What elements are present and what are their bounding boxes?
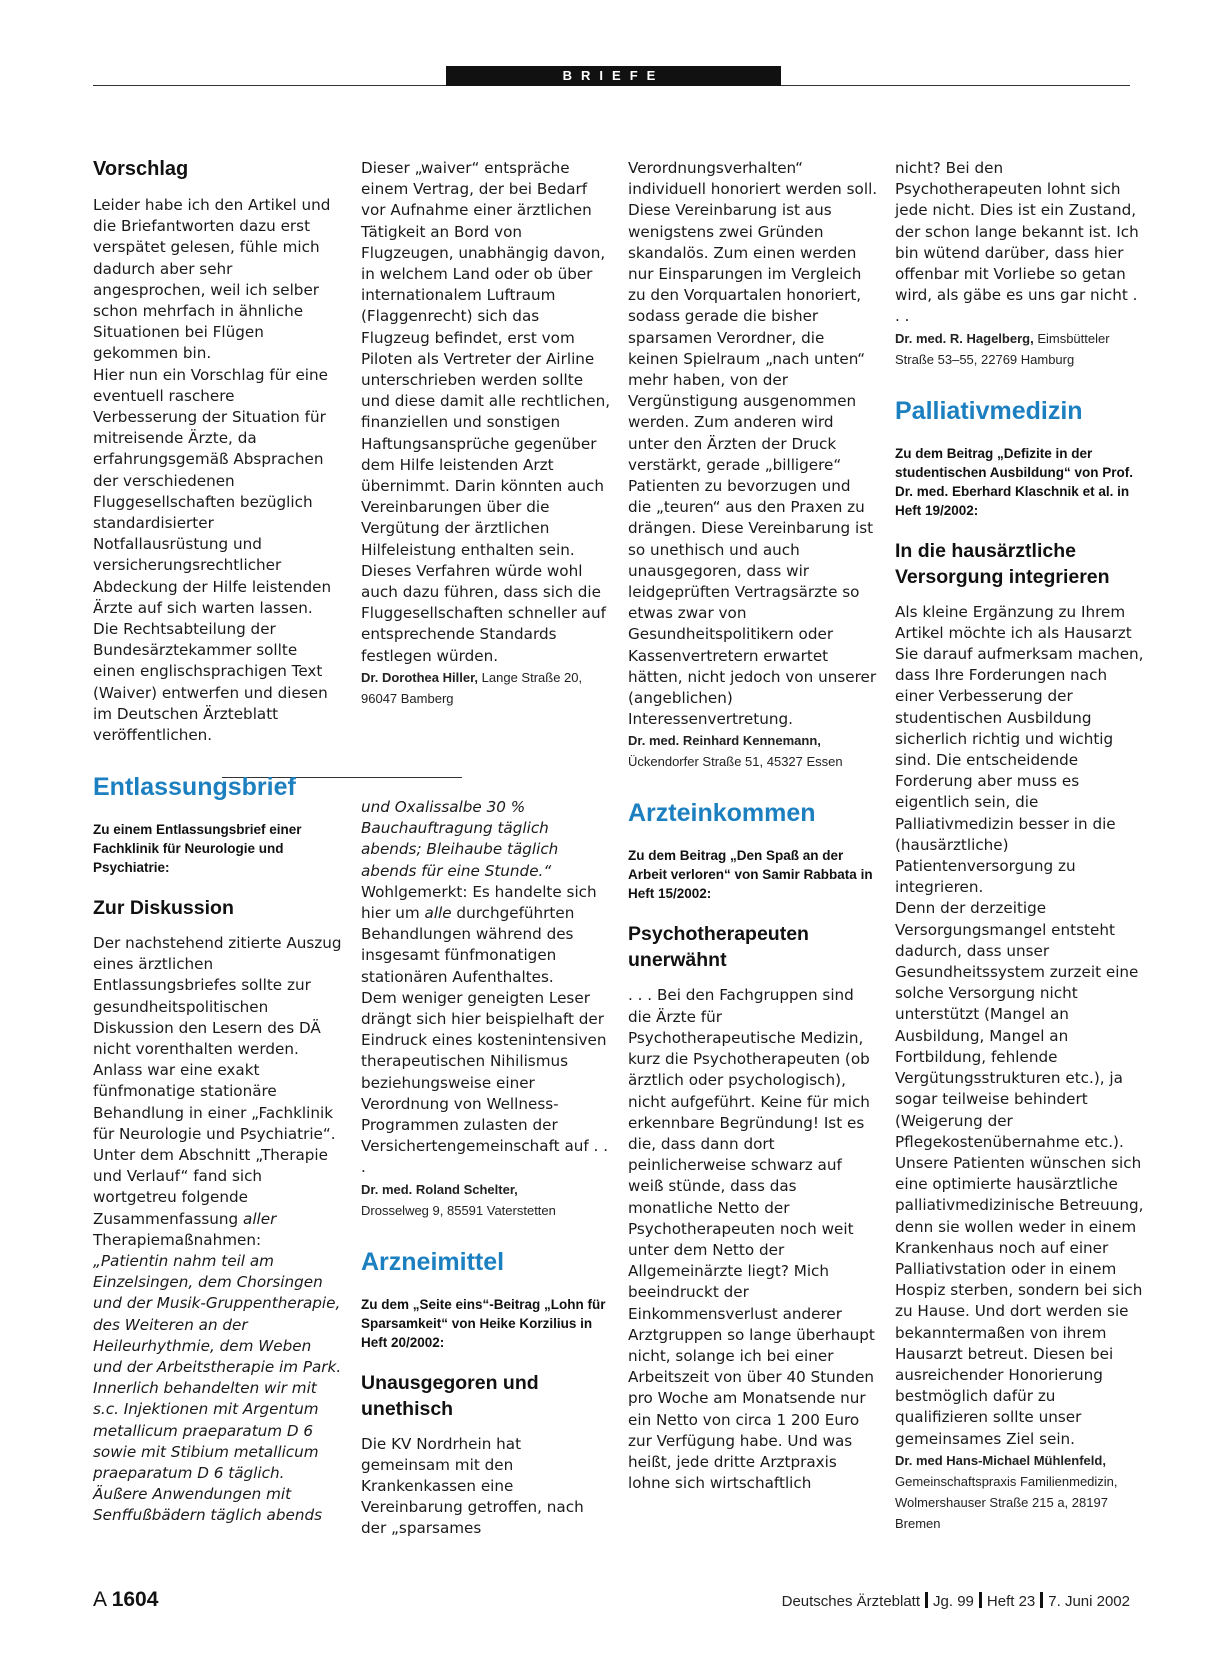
page-number: A 1604 [93, 1588, 159, 1611]
column-2-lower [361, 797, 611, 1540]
paragraph: Dem weniger geneigten Leser drängt sich hier beispielhaft der Eindruck eines kostenintensiven therapeutischen Nihilismus beziehungsweise einer Verordnung von Wellness-Programmen zulasten der Versichertengemeinschaft auf . . . [361, 988, 609, 1177]
section-title-arzteinkommen: Arzteinkommen [628, 799, 816, 828]
reference-note: Zu einem Entlassungsbrief einer Fachklinik für Neurologie und Psychiatrie: [93, 822, 302, 875]
volume: Jg. 99 [933, 1593, 974, 1610]
reference-note: Zu dem Beitrag „Defizite in der studentischen Ausbildung“ von Prof. Dr. med. Eberhard Klaschnik et al. in Heft 19/2002: [895, 445, 1134, 518]
paragraph: Dieses Verfahren würde wohl auch dazu führen, dass sich die Fluggesellschaften schneller auf entsprechende Standards festlegen würden. [361, 561, 606, 665]
column-1-lower [93, 772, 343, 1527]
paragraph: Wohlgemerkt: Es handelte sich hier um alle durchgeführten Behandlungen während des insgesamt fünfmonatigen stationären Aufenthaltes. [361, 882, 597, 986]
paragraph: Leider habe ich den Artikel und die Briefantworten dazu erst verspätet gelesen, fühle mich dadurch aber sehr angesprochen, weil ich selber schon mehrfach in ähnliche Situationen bei Flügen gekommen bin. [93, 196, 331, 363]
signature: Dr. med. Roland Schelter, Drosselweg 9, 85591 Vaterstetten [361, 1181, 556, 1218]
paragraph: Anlass war eine exakt fünfmonatige stationäre Behandlung in einer „Fachklinik für Neurologie und Psychiatrie“. Unter dem Abschnitt „Therapie und Verlauf“ fand sich wortgetreu folgende Zusammenfassung aller Therapiemaßnahmen: [93, 1061, 336, 1249]
paragraph: Die KV Nordrhein hat gemeinsam mit den Krankenkassen eine Vereinbarung getroffen, nach der „sparsames [361, 1434, 584, 1538]
quote: „Patientin nahm teil am Einzelsingen, dem Chorsingen und der Musik-Gruppentherapie, des Weiteren an der Heileurhythmie, dem Weben und der Arbeitstherapie im Park. Innerlich behandelten wir mit s.c. Injektionen mit Argentum metallicum praeparatum D 6 sowie mit Stibium metallicum praeparatum D 6 täglich. Äußere Anwendungen mit Senffußbädern täglich abends [93, 1252, 342, 1525]
quote: und Oxalissalbe 30 % Bauchauftragung täglich abends; Bleihaube täglich abends für eine Stunde.“ [361, 798, 559, 880]
section-title-arzneimittel: Arzneimittel [361, 1247, 505, 1276]
paragraph: Dieser „waiver“ entspräche einem Vertrag, der bei Bedarf vor Aufnahme einer ärztlichen Tätigkeit an Bord von Flugzeugen, unabhängig davon, in welchem Land oder ob über internationalem Luftraum (Flaggenrecht) sich das Flugzeug befindet, erst vom Piloten als Vertreter der Airline unterschrieben werden sollte und diese damit alle rechtlichen, finanziellen und sonstigen Haftungsansprüche gegenüber dem Hilfe leistenden Arzt übernimmt. Darin könnten auch Vereinbarungen über die Vergütung der ärztlichen Hilfeleistung enthalten sein. [361, 159, 611, 559]
emphasis: alle [424, 904, 452, 923]
signature: Dr. med. R. Hagelberg, Eimsbütteler Straße 53–55, 22769 Hamburg [895, 330, 1110, 367]
paragraph: Der nachstehend zitierte Auszug eines ärztlichen Entlassungsbriefes sollte zur gesundheitspolitischen Diskussion den Lesern des DÄ nicht vorenthalten werden. [93, 934, 342, 1059]
emphasis: aller [243, 1209, 277, 1228]
paragraph: Verordnungsverhalten“ individuell honoriert werden soll. Diese Vereinbarung ist aus wenigstens zwei Gründen skandalös. Zum einen werden nur Einsparungen im Vergleich zu den Vorquartalen honoriert, sodass gerade die bisher sparsamen Verordner, die keinen Spielraum „nach unten“ mehr haben, von der Vergünstigung ausgenommen werden. Zum anderen wird unter den Ärzten der Druck verstärkt, gerade „billigere“ Patienten zu bevorzugen und die „teuren“ aus den Praxen zu drängen. Diese Vereinbarung ist so unethisch und auch unausgegoren, dass wir leidgeprüften Vertragsärzte so etwas zwar von Gesundheitspolitikern oder Kassenvertretern erwartet hätten, nicht jedoch von unserer (angeblichen) Interessenvertretung. [628, 159, 878, 729]
letter-subtitle: Unausgegoren und unethisch [361, 1371, 539, 1420]
reference-note: Zu dem Beitrag „Den Spaß an der Arbeit verloren“ von Samir Rabbata in Heft 15/2002: [628, 848, 873, 902]
column-1 [93, 158, 343, 746]
section-title-palliativmedizin: Palliativmedizin [895, 396, 1083, 425]
column-4 [895, 158, 1145, 1534]
letter-subtitle: Zur Diskussion [93, 897, 234, 919]
paragraph: Hier nun ein Vorschlag für eine eventuell raschere Verbesserung der Situation für mitreisende Ärzte, da erfahrungsgemäß Absprachen der verschiedenen Fluggesellschaften bezüglich standardisierter Notfallausrüstung und versicherungsrechtlicher Abdeckung der Hilfe leistenden Ärzte auf sich warten lassen. [93, 365, 332, 617]
date: 7. Juni 2002 [1048, 1593, 1130, 1610]
letter-subtitle: Psychotherapeuten unerwähnt [628, 923, 809, 972]
signature: Dr. med Hans-Michael Mühlenfeld, Gemeinschaftspraxis Familienmedizin, Wolmershauser Straße 215 a, 28197 Bremen [895, 1452, 1118, 1531]
paragraph: Die Rechtsabteilung der Bundesärztekammer sollte einen englischsprachigen Text (Waiver) entwerfen und diesen im Deutschen Ärzteblatt veröffentlichen. [93, 620, 328, 745]
reference-note: Zu dem „Seite eins“-Beitrag „Lohn für Sparsamkeit“ von Heike Korzilius in Heft 20/2002: [361, 1296, 606, 1350]
paragraph: Denn der derzeitige Versorgungsmangel entsteht dadurch, dass unser Gesundheitssystem zurzeit eine solche Versorgung nicht unterstützt (Mangel an Ausbildung, Mangel an Fortbildung, fehlende Vergütungsstrukturen etc.), ja sogar teilweise behindert (Weigerung der Pflegekostenübernahme etc.). Unsere Patienten wünschen sich eine optimierte hausärztliche palliativmedizinische Betreuung, denn sie wollen weder in einem Krankenhaus noch auf einer Palliativstation oder in einem Hospiz sterben, sondern bei sich zu Hause. Und dort werden sie bekanntermaßen von ihrem Hausarzt betreut. Diesen bei ausreichender Honorierung bestmöglich dafür zu qualifizieren sollte unser gemeinsames Ziel sein. [895, 899, 1144, 1448]
column-2 [361, 158, 611, 709]
journal-footer [782, 1592, 1130, 1610]
section-title-entlassungsbrief: Entlassungsbrief [93, 773, 296, 801]
paragraph: nicht? Bei den Psychotherapeuten lohnt sich jede nicht. Dies ist ein Zustand, der schon lange bekannt ist. Ich bin wütend darüber, dass hier offenbar mit Vorliebe so getan wird, als gäbe es uns gar nicht . . . [895, 159, 1139, 326]
issue: Heft 23 [986, 1593, 1036, 1610]
signature: Dr. med. Reinhard Kennemann, Ückendorfer Straße 51, 45327 Essen [628, 733, 843, 770]
section-header: BRIEFE [446, 66, 781, 86]
signature: Dr. Dorothea Hiller, Lange Straße 20, 96047 Bamberg [361, 669, 583, 706]
journal-name: Deutsches Ärzteblatt [781, 1593, 921, 1610]
paragraph: . . . Bei den Fachgruppen sind die Ärzte für Psychotherapeutische Medizin, kurz die Psychotherapeuten (ob ärztlich oder psychologisch), nicht aufgeführt. Keine für mich erkennbare Begründung! Ist es die, dass dann dort peinlicherweise schwarz auf weiß stünde, dass das monatliche Netto der Psychotherapeuten noch weit unter dem Netto der Allgemeinärzte liegt? Mich beeindruckt der Einkommensverlust anderer Arztgruppen so lange überhaupt nicht, solange ich bei einer Arbeitszeit von über 40 Stunden pro Woche am Monatsende nur ein Netto von circa 1 200 Euro zur Verfügung habe. Und was heißt, jede dritte Arztpraxis lohne sich wirtschaftlich [628, 986, 875, 1493]
letter-title-vorschlag: Vorschlag [93, 158, 189, 180]
letter-subtitle: In die hausärztliche Versorgung integrieren [895, 539, 1110, 588]
paragraph: Als kleine Ergänzung zu Ihrem Artikel möchte ich als Hausarzt Sie darauf aufmerksam machen, dass Ihre Forderungen nach einer Verbesserung der studentischen Ausbildung sicherlich richtig und wichtig sind. Die entscheidende Forderung aber muss es eigentlich sein, die Palliativmedizin besser in die (hausärztliche) Patientenversorgung zu integrieren. [895, 602, 1144, 897]
column-3 [628, 158, 878, 1494]
